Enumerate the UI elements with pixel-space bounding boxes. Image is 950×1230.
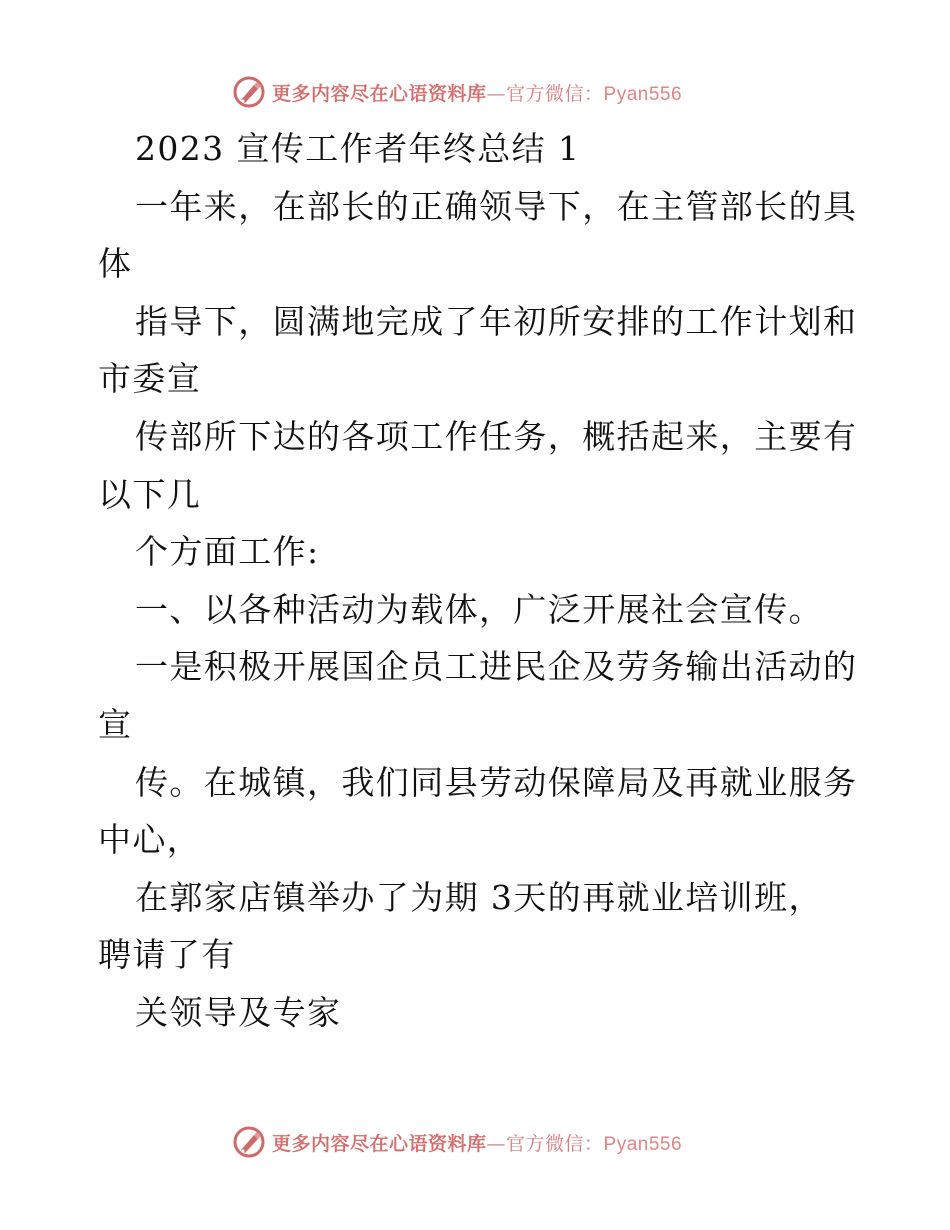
watermark-account: 官方微信：: [506, 1132, 604, 1155]
watermark-text: [272, 1129, 682, 1156]
text-line: 宣: [98, 704, 133, 744]
footer-watermark: [232, 1122, 682, 1162]
watermark-text: [272, 79, 682, 106]
document-title: 2023 宣传工作者年终总结 1: [135, 129, 581, 168]
watermark-separator: —: [486, 82, 507, 105]
header-watermark: [232, 72, 682, 112]
text-line: 聘请了有: [98, 935, 236, 975]
text-line: 体: [98, 244, 133, 284]
text-line: 指导下，圆满地完成了年初所安排的工作计划和: [135, 301, 858, 341]
text-line: 以下几: [98, 474, 202, 514]
text-line: 一年来，在部长的正确领导下，在主管部长的具: [135, 186, 858, 226]
watermark-id: Pyan556: [603, 1133, 683, 1155]
text-line: 个方面工作:: [135, 532, 320, 572]
pen-logo-icon: [232, 75, 266, 109]
text-line: 一是积极开展国企员工进民企及劳务输出活动的: [135, 647, 858, 687]
watermark-main: 更多内容尽在心语资料库: [272, 1132, 487, 1155]
pen-logo-icon: [232, 1125, 266, 1159]
text-line: 关领导及专家: [135, 992, 342, 1032]
text-line: 一、以各种活动为载体，广泛开展社会宣传。: [135, 589, 823, 629]
text-line: 传。在城镇，我们同县劳动保障局及再就业服务: [135, 762, 858, 802]
watermark-id: Pyan556: [603, 83, 683, 105]
text-line: 在郭家店镇举办了为期 3天的再就业培训班，: [135, 877, 823, 917]
text-line: 传部所下达的各项工作任务，概括起来，主要有: [135, 416, 858, 456]
watermark-account: 官方微信：: [506, 82, 604, 105]
text-line: 中心，: [98, 820, 202, 860]
watermark-main: 更多内容尽在心语资料库: [272, 82, 487, 105]
text-line: 市委宣: [98, 359, 202, 399]
document-body: [98, 120, 858, 1042]
watermark-separator: —: [486, 1132, 507, 1155]
